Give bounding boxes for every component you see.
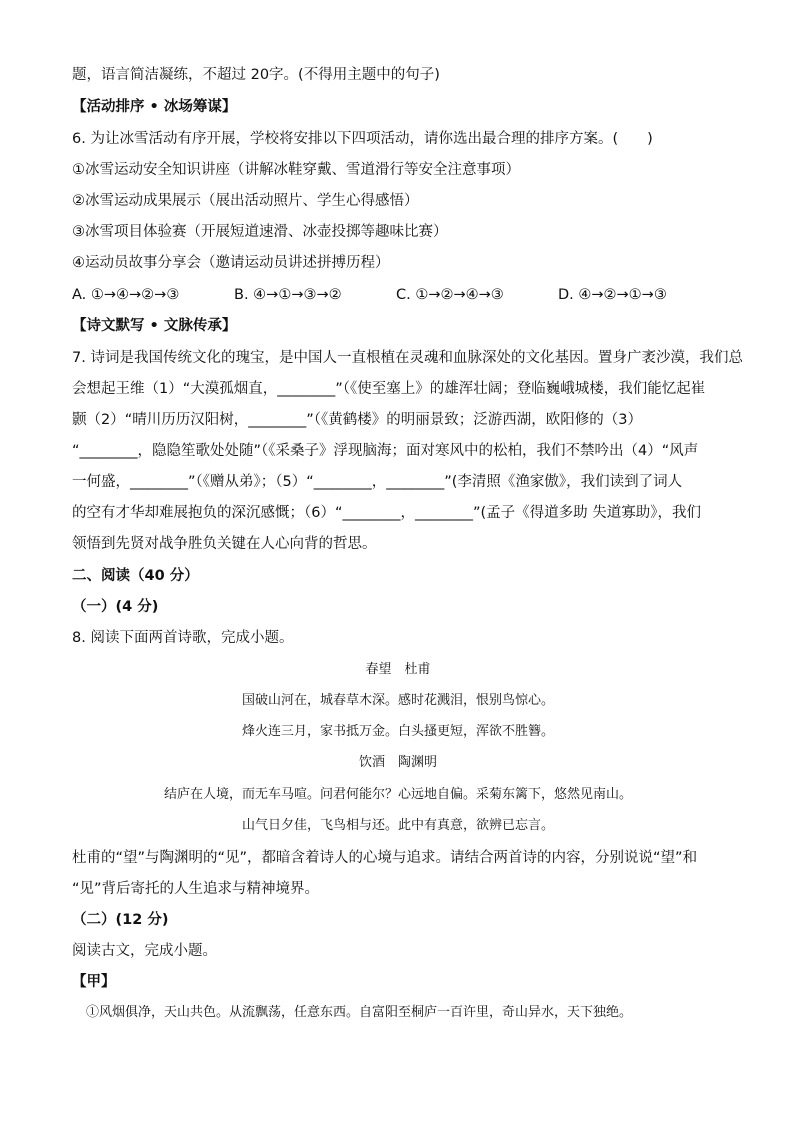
subpart-heading: （二）(12 分) — [72, 912, 169, 928]
question-7: 7. 诗词是我国传统文化的瑰宝，是中国人一直根植在灵魂和血脉深处的文化基因。置身广袤沙漠，我们总 — [72, 350, 743, 366]
poem-line: 山气日夕佳，飞鸟相与还。此中有真意，欲辨已忘言。 — [241, 818, 554, 833]
activity-3: ③冰雪项目体验赛（开展短道速滑、冰壶投掷等趣味比赛） — [72, 224, 448, 240]
text-line: 颢（2）“晴川历历汉阳树，________”（《黄鹤楼》的明丽景致；泛游西湖，欧阳修的（3） — [72, 412, 642, 428]
poem-title: 饮酒 陶渊明 — [358, 755, 437, 770]
text-line: 题，语言简洁凝练，不超过 20字。(不得用主题中的句子) — [72, 67, 440, 83]
text-line: 的空有才华却难展抱负的深沉感慨；（6）“________，________”(孟子《得道多助 失道寡助》，我们 — [72, 505, 702, 521]
poem-title: 春望 杜甫 — [365, 662, 431, 677]
text-line: 领悟到先贤对战争胜负关键在人心向背的哲思。 — [72, 536, 377, 552]
section-heading: 【活动排序 • 冰场筹谋】 — [72, 99, 237, 115]
text-line: 杜甫的“望”与陶渊明的“见”，都暗含着诗人的心境与追求。请结合两首诗的内容，分别说说“望”和 — [72, 850, 698, 866]
passage-label: 【甲】 — [72, 974, 116, 990]
poem-line: 烽火连三月，家书抵万金。白头搔更短，浑欲不胜簪。 — [241, 724, 554, 739]
option-a[interactable]: A. ①→④→②→③ — [72, 287, 180, 303]
question-6: 6. 为让冰雪活动有序开展，学校将安排以下四项活动，请你选出最合理的排序方案。( ) — [72, 131, 653, 147]
poem-line: 国破山河在，城春草木深。感时花溅泪，恨别鸟惊心。 — [241, 693, 554, 708]
option-b[interactable]: B. ④→①→③→② — [234, 287, 342, 303]
text-line: 会想起王维（1）“大漠孤烟直，________”（《使至塞上》的雄浑壮阔；登临巍峨城楼，我们能忆起崔 — [72, 381, 706, 397]
option-c[interactable]: C. ①→②→④→③ — [396, 287, 504, 303]
part-heading: 二、阅读（40 分） — [72, 568, 199, 584]
answer-options — [72, 285, 724, 305]
question-8: 8. 阅读下面两首诗歌，完成小题。 — [72, 630, 294, 646]
text-line: “________，隐隐笙歌处处随”（《采桑子》浮现脑海；面对寒风中的松柏，我们不禁吟出（4）“风声 — [72, 443, 699, 459]
passage-text: ①风烟俱净，天山共色。从流飘荡，任意东西。自富阳至桐庐一百许里，奇山异水，天下独绝。 — [86, 1005, 633, 1020]
activity-2: ②冰雪运动成果展示（展出活动照片、学生心得感悟） — [72, 193, 419, 209]
section-heading: 【诗文默写 • 文脉传承】 — [72, 318, 237, 334]
activity-4: ④运动员故事分享会（邀请运动员讲述拼搏历程） — [72, 255, 390, 271]
subpart-heading: （一）(4 分) — [72, 599, 159, 615]
activity-1: ①冰雪运动安全知识讲座（讲解冰鞋穿戴、雪道滑行等安全注意事项） — [72, 162, 520, 178]
text-line: 阅读古文，完成小题。 — [72, 943, 217, 959]
text-line: “见”背后寄托的人生追求与精神境界。 — [72, 881, 320, 897]
option-d[interactable]: D. ④→②→①→③ — [558, 287, 667, 303]
text-line: 一何盛，________”（《赠从弟》；（5）“________，________”(李清照《渔家傲》，我们读到了词人 — [72, 474, 683, 490]
poem-line: 结庐在人境，而无车马喧。问君何能尔？心远地自偏。采菊东篱下，悠然见南山。 — [163, 787, 632, 802]
